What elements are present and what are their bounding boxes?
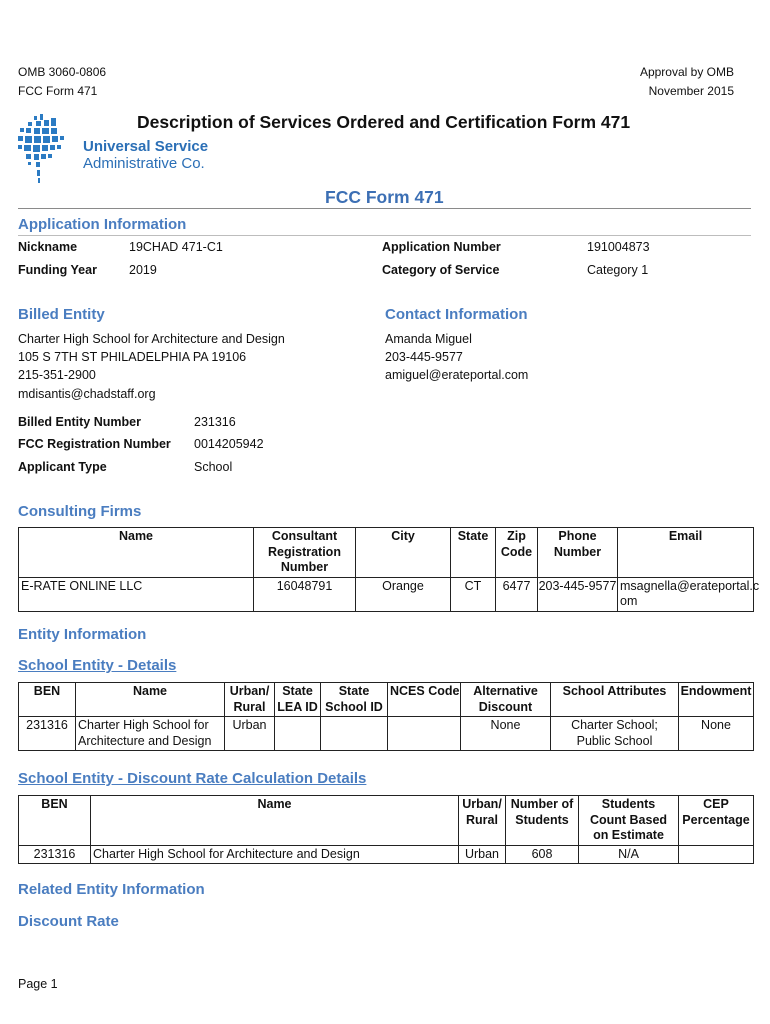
header-divider: [18, 208, 751, 209]
cell-cep-percentage: [679, 845, 754, 864]
col-phone: Phone Number: [538, 528, 618, 578]
col-students-count-estimate: Students Count Based on Estimate: [579, 796, 679, 846]
contact-phone: 203-445-9577: [385, 350, 463, 364]
form-number: FCC Form 471: [18, 84, 98, 98]
page-title: Description of Services Ordered and Certification Form 471: [137, 112, 631, 132]
col-email: Email: [618, 528, 754, 578]
section-entity-info: Entity Information: [18, 626, 147, 643]
nickname-value: 19CHAD 471-C1: [129, 240, 223, 254]
contact-name: Amanda Miguel: [385, 332, 472, 346]
billed-entity-phone: 215-351-2900: [18, 368, 96, 382]
col-name: Name: [19, 528, 254, 578]
frn-label: FCC Registration Number: [18, 437, 171, 451]
col-ben: BEN: [19, 683, 76, 717]
cell-endowment: None: [679, 717, 754, 751]
cell-nces-code: [388, 717, 461, 751]
page-number: Page 1: [18, 977, 58, 991]
col-alternative-discount: Alternative Discount: [461, 683, 551, 717]
cell-name: Charter High School for Architecture and Design: [76, 717, 225, 751]
col-urban-rural: Urban/ Rural: [225, 683, 275, 717]
table-header-row: [19, 796, 754, 846]
application-divider: [18, 235, 751, 236]
omb-number: OMB 3060-0806: [18, 65, 107, 79]
cell-zip: 6477: [496, 577, 538, 611]
contact-email: amiguel@erateportal.com: [385, 368, 529, 382]
col-number-of-students: Number of Students: [506, 796, 579, 846]
billed-entity-email: mdisantis@chadstaff.org: [18, 387, 156, 401]
omb-approval: Approval by OMB: [639, 65, 734, 79]
cell-ben: 231316: [19, 717, 76, 751]
cell-alternative-discount: None: [461, 717, 551, 751]
col-school-attributes: School Attributes: [551, 683, 679, 717]
applicant-type-value: School: [194, 460, 233, 474]
col-ben: BEN: [19, 796, 91, 846]
funding-year-label: Funding Year: [18, 263, 97, 277]
col-zip: Zip Code: [496, 528, 538, 578]
col-name: Name: [76, 683, 225, 717]
col-nces-code: NCES Code: [388, 683, 461, 717]
category-value: Category 1: [587, 263, 649, 277]
table-header-row: [19, 528, 754, 578]
logo-line-2: Administrative Co.: [83, 155, 205, 172]
col-urban-rural: Urban/ Rural: [459, 796, 506, 846]
section-school-details: School Entity - Details: [18, 657, 177, 674]
cell-state-school-id: [321, 717, 388, 751]
col-cep-percentage: CEP Percentage: [679, 796, 754, 846]
cell-state: CT: [451, 577, 496, 611]
col-state: State: [451, 528, 496, 578]
category-label: Category of Service: [382, 263, 500, 277]
application-number-label: Application Number: [382, 240, 501, 254]
section-discount-calc: School Entity - Discount Rate Calculation Details: [18, 770, 367, 787]
cell-consultant-reg: 16048791: [254, 577, 356, 611]
usac-logo-mark-icon: [16, 114, 76, 184]
col-endowment: Endowment: [679, 683, 754, 717]
section-contact-info: Contact Information: [385, 306, 528, 323]
cell-school-attributes: Charter School; Public School: [551, 717, 679, 751]
col-consultant-reg: Consultant Registration Number: [254, 528, 356, 578]
col-city: City: [356, 528, 451, 578]
table-row: [19, 845, 754, 864]
usac-logo: [16, 114, 76, 184]
cell-city: Orange: [356, 577, 451, 611]
section-consulting-firms: Consulting Firms: [18, 503, 142, 520]
section-related-entity: Related Entity Information: [18, 881, 205, 898]
table-row: [19, 717, 754, 751]
cell-urban-rural: Urban: [225, 717, 275, 751]
logo-line-1: Universal Service: [83, 138, 209, 155]
applicant-type-label: Applicant Type: [18, 460, 107, 474]
cell-number-of-students: 608: [506, 845, 579, 864]
cell-name: E-RATE ONLINE LLC: [19, 577, 254, 611]
cell-students-count-estimate: N/A: [579, 845, 679, 864]
cell-ben: 231316: [19, 845, 91, 864]
funding-year-value: 2019: [129, 263, 157, 277]
school-details-table: [18, 682, 754, 751]
discount-calc-table: [18, 795, 754, 864]
col-state-school-id: State School ID: [321, 683, 388, 717]
section-application-info: Application Information: [18, 216, 187, 233]
application-number-value: 191004873: [587, 240, 650, 254]
cell-phone: 203-445-9577: [538, 577, 618, 611]
col-name: Name: [91, 796, 459, 846]
col-state-lea-id: State LEA ID: [275, 683, 321, 717]
billed-entity-address: 105 S 7TH ST PHILADELPHIA PA 19106: [18, 350, 247, 364]
section-billed-entity: Billed Entity: [18, 306, 105, 323]
cell-email: msagnella@erateportal.c om: [618, 577, 754, 611]
cell-urban-rural: Urban: [459, 845, 506, 864]
nickname-label: Nickname: [18, 240, 78, 254]
frn-value: 0014205942: [194, 437, 264, 451]
cell-name: Charter High School for Architecture and Design: [91, 845, 459, 864]
ben-label: Billed Entity Number: [18, 415, 141, 429]
billed-entity-name: Charter High School for Architecture and Design: [18, 332, 285, 346]
omb-approval-date: November 2015: [648, 84, 734, 98]
cell-state-lea-id: [275, 717, 321, 751]
ben-value: 231316: [194, 415, 236, 429]
section-discount-rate: Discount Rate: [18, 913, 119, 930]
consulting-firms-table: [18, 527, 760, 612]
table-header-row: [19, 683, 754, 717]
form-title: FCC Form 471: [325, 187, 444, 207]
table-row: [19, 577, 754, 611]
